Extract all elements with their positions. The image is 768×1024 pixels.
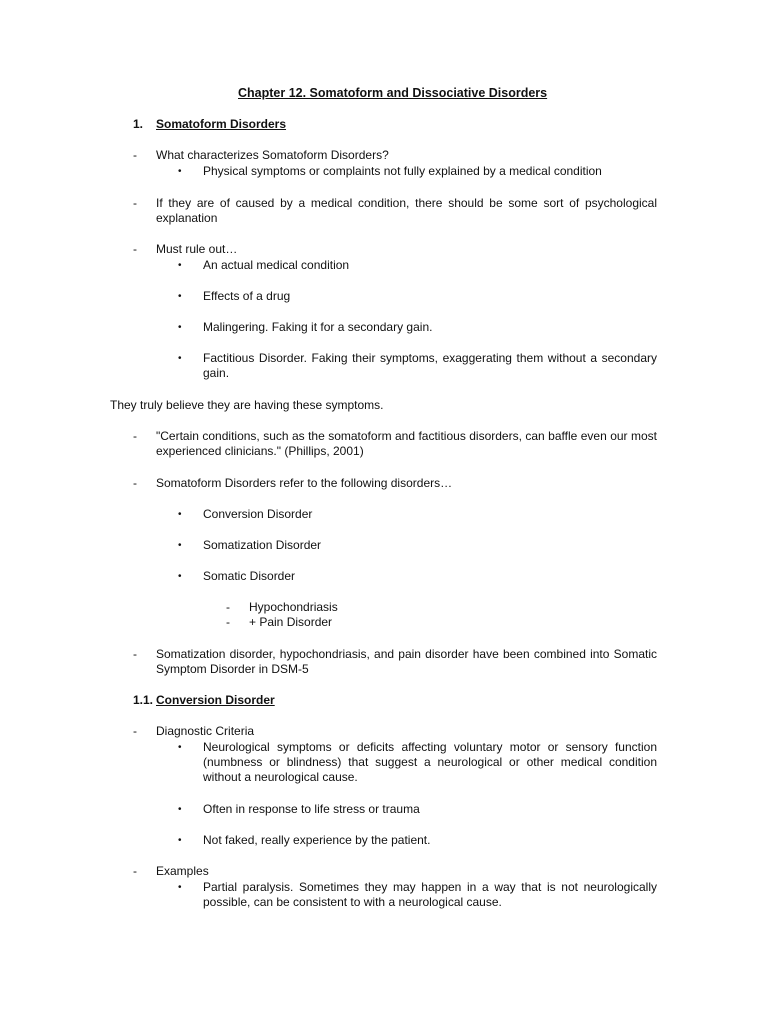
list-item: Examples xyxy=(156,864,209,878)
list-item: What characterizes Somatoform Disorders? xyxy=(156,148,389,162)
list-item: Must rule out… xyxy=(156,242,238,256)
bullet-item: Neurological symptoms or deficits affecting voluntary motor or sensory function (numbness or blindness) that suggest a neurological or other medical condition without a neurological cause. xyxy=(203,740,657,784)
list-item: Somatoform Disorders refer to the following disorders… xyxy=(156,476,453,490)
dash-marker: - xyxy=(133,724,137,738)
section-number: 1.1. xyxy=(133,693,154,707)
bullet-item: Conversion Disorder xyxy=(203,507,313,521)
list-item: "Certain conditions, such as the somatoform and factitious disorders, can baffle even our most experienced clinicians." (Phillips, 2001) xyxy=(156,429,657,458)
sub-dash-marker: - xyxy=(226,600,230,614)
dash-marker: - xyxy=(133,864,137,878)
bullet-marker: • xyxy=(178,742,182,753)
list-item: Diagnostic Criteria xyxy=(156,724,255,738)
bullet-marker: • xyxy=(178,571,182,582)
bullet-marker: • xyxy=(178,509,182,520)
bullet-item: Not faked, really experience by the patient. xyxy=(203,833,431,847)
dash-marker: - xyxy=(133,647,137,661)
sub-list-item: + Pain Disorder xyxy=(249,615,333,629)
bullet-item: Somatic Disorder xyxy=(203,569,296,583)
bullet-item: Effects of a drug xyxy=(203,289,291,303)
body-text: They truly believe they are having these symptoms. xyxy=(110,398,384,412)
list-item: If they are of caused by a medical condition, there should be some sort of psychological explanation xyxy=(156,196,657,225)
bullet-marker: • xyxy=(178,260,182,271)
page-title: Chapter 12. Somatoform and Dissociative Disorders xyxy=(238,86,548,100)
sub-list-item: Hypochondriasis xyxy=(249,600,338,614)
bullet-marker: • xyxy=(178,835,182,846)
dash-marker: - xyxy=(133,148,137,162)
bullet-item: An actual medical condition xyxy=(203,258,350,272)
bullet-item: Partial paralysis. Sometimes they may happen in a way that is not neurologically possible, can be consistent to with a neurological cause. xyxy=(203,880,657,909)
bullet-marker: • xyxy=(178,166,182,177)
dash-marker: - xyxy=(133,242,137,256)
section-heading: Conversion Disorder xyxy=(156,693,275,707)
sub-dash-marker: - xyxy=(226,615,230,629)
dash-marker: - xyxy=(133,429,137,443)
bullet-marker: • xyxy=(178,540,182,551)
bullet-marker: • xyxy=(178,291,182,302)
bullet-marker: • xyxy=(178,322,182,333)
dash-marker: - xyxy=(133,196,137,210)
bullet-marker: • xyxy=(178,882,182,893)
section-number: 1. xyxy=(133,117,144,131)
bullet-item: Somatization Disorder xyxy=(203,538,322,552)
bullet-marker: • xyxy=(178,804,182,815)
dash-marker: - xyxy=(133,476,137,490)
bullet-item: Often in response to life stress or trauma xyxy=(203,802,420,816)
bullet-item: Factitious Disorder. Faking their symptoms, exaggerating them without a secondary gain. xyxy=(203,351,657,380)
list-item: Somatization disorder, hypochondriasis, and pain disorder have been combined into Somatic Symptom Disorder in DSM-5 xyxy=(156,647,657,676)
bullet-item: Physical symptoms or complaints not fully explained by a medical condition xyxy=(203,164,602,178)
bullet-item: Malingering. Faking it for a secondary gain. xyxy=(203,320,433,334)
bullet-marker: • xyxy=(178,353,182,364)
section-heading: Somatoform Disorders xyxy=(156,117,287,131)
